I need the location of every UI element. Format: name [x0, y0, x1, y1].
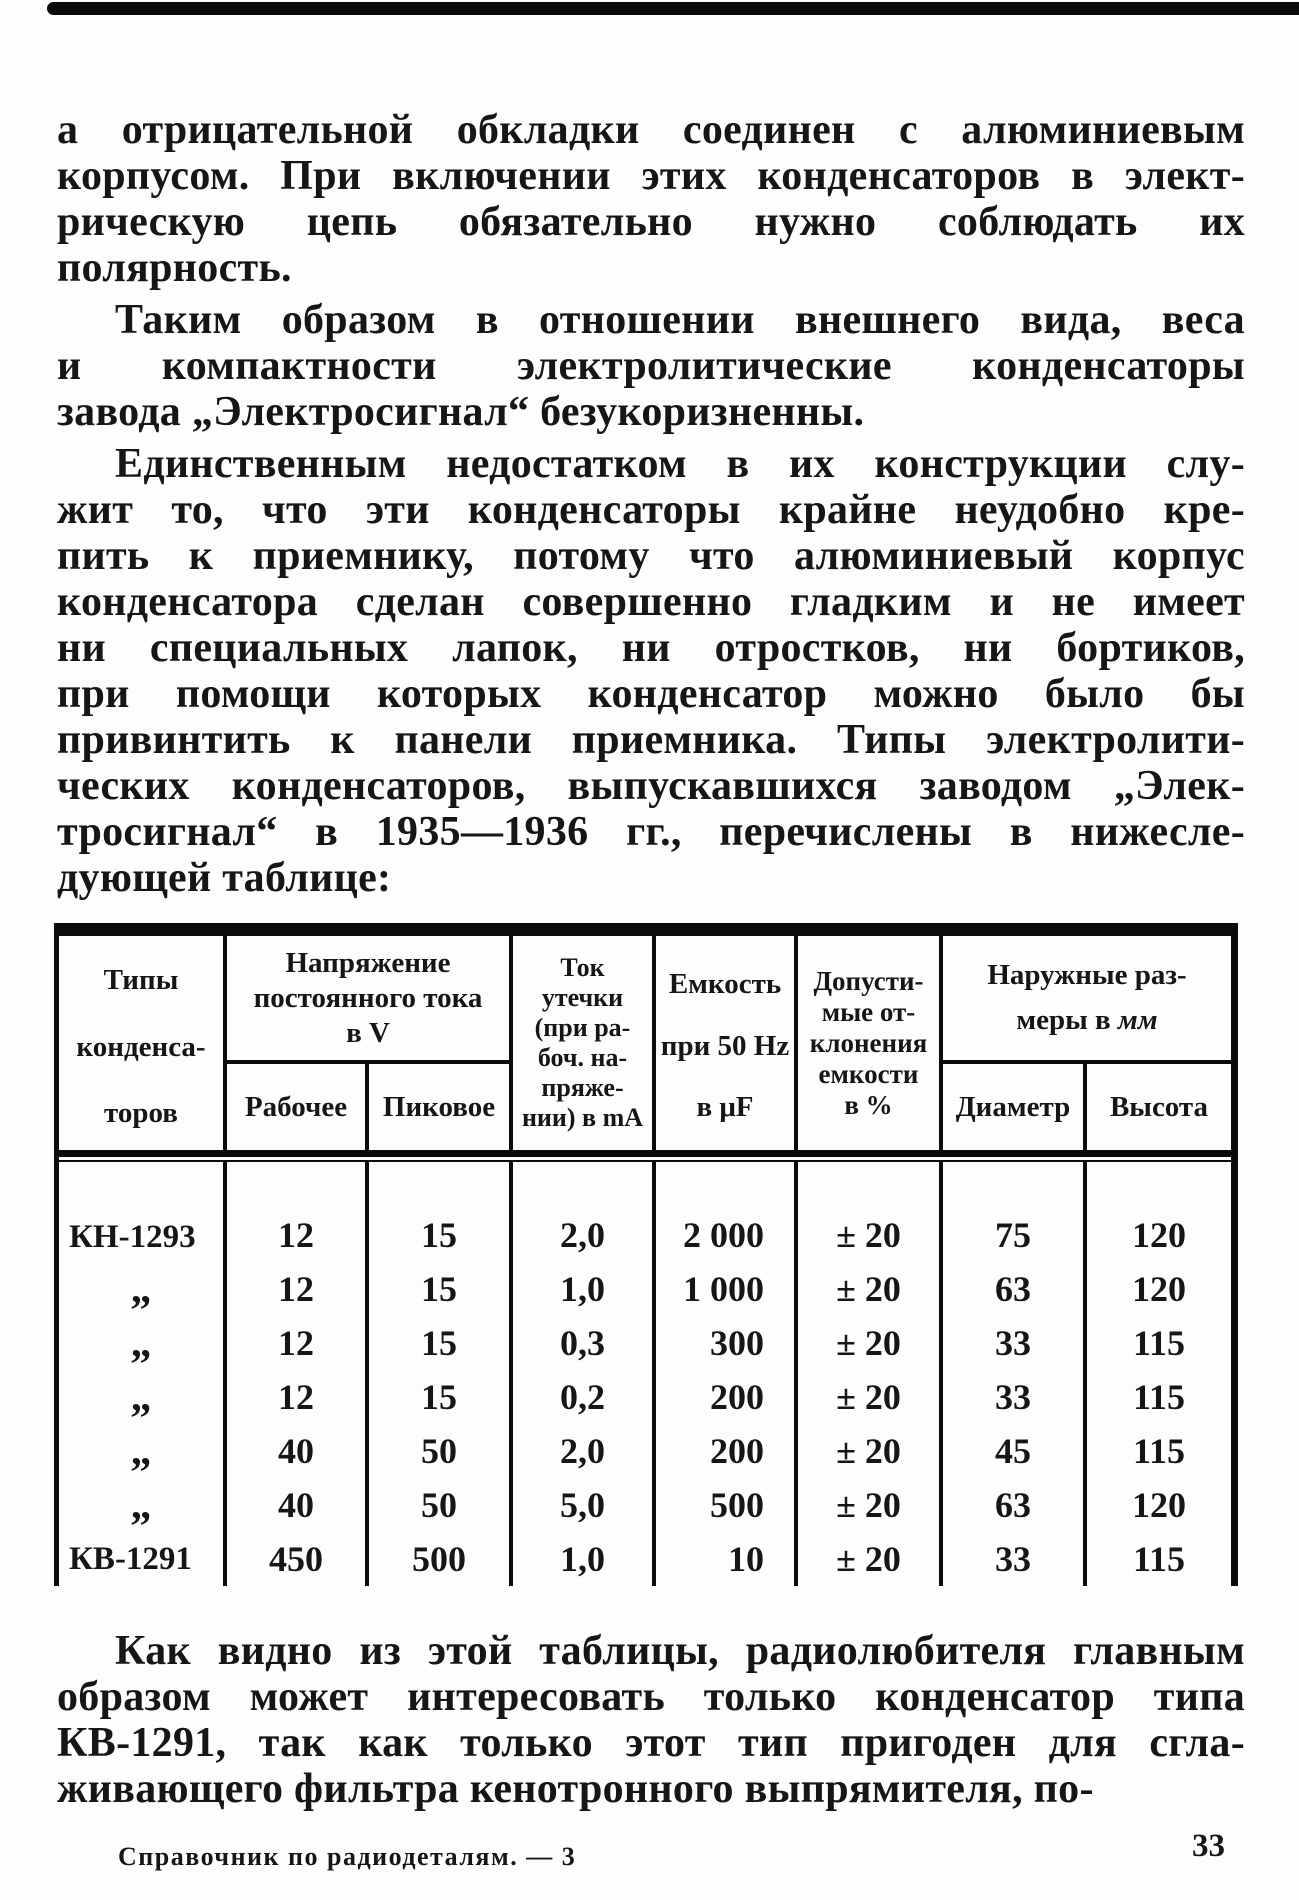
- col-header-text: Ток: [560, 953, 605, 982]
- table-cell: 1,0: [513, 1262, 656, 1316]
- col-header-text: в V: [346, 1016, 390, 1049]
- col-header-text: при 50 Hz: [660, 1029, 790, 1062]
- table-cell: ± 20: [798, 1424, 943, 1478]
- col-header-text: боч. на-: [537, 1043, 628, 1072]
- paragraph: [57, 1628, 1245, 1812]
- table-row: [59, 1316, 1231, 1370]
- paragraph: [57, 297, 1245, 435]
- col-header-text: Пиковое: [382, 1090, 496, 1123]
- table-cell: 1 000: [656, 1262, 798, 1316]
- col-header-text: Напряжение: [285, 946, 451, 979]
- table-cell: 2,0: [513, 1424, 656, 1478]
- table-cell: „: [59, 1478, 227, 1532]
- unit-mm: мм: [1117, 1004, 1158, 1037]
- text-line: а отрицательной обкладки соединен с алюминиевым: [57, 107, 1245, 153]
- text-line: пить к приемнику, потому что алюминиевый корпус: [57, 533, 1245, 579]
- text-line: корпусом. При включении этих конденсаторов в элект-: [57, 153, 1245, 199]
- table-cell: 500: [369, 1532, 513, 1586]
- table-cell: 115: [1132, 1539, 1185, 1579]
- text-line: рическую цепь обязательно нужно соблюдать их: [57, 199, 1245, 245]
- text-line: Таким образом в отношении внешнего вида, веса: [115, 297, 1245, 343]
- col-header-tolerance: [798, 936, 943, 1150]
- footer-signature: Справочник по радиодеталям. — 3: [118, 1842, 577, 1871]
- table-cell: ± 20: [798, 1316, 943, 1370]
- table-cell: 12: [227, 1370, 369, 1424]
- col-header-height: [1087, 1064, 1231, 1150]
- col-header-text: меры в мм: [1016, 1004, 1158, 1037]
- table-cell: „: [59, 1424, 227, 1478]
- table-cell: 120: [1132, 1269, 1186, 1309]
- col-header-peak-voltage: [369, 1064, 513, 1150]
- table-cell: 15: [369, 1262, 513, 1316]
- table-cell: 12: [227, 1162, 369, 1262]
- table-cell: 5,0: [513, 1478, 656, 1532]
- text-line: привинтить к панели приемника. Типы электролити-: [57, 717, 1245, 763]
- table-cell: 2,0: [513, 1162, 656, 1262]
- text-line: живающего фильтра кенотронного выпрямителя, по-: [57, 1766, 1094, 1812]
- col-header-text: торов: [104, 1097, 178, 1129]
- text-line: образом может интересовать только конденсатор типа: [57, 1674, 1245, 1720]
- col-header-diameter: [943, 1064, 1087, 1150]
- table-cell: 115: [1132, 1377, 1185, 1417]
- col-header-text: Наружные раз-: [987, 958, 1187, 991]
- text-line: тросигнал“ в 1935—1936 гг., перечислены в нижесле-: [57, 809, 1245, 855]
- table-cell: 200: [656, 1370, 798, 1424]
- table-cell: ± 20: [798, 1532, 943, 1586]
- col-header-text: Высота: [1109, 1090, 1209, 1123]
- table-cell: „: [59, 1316, 227, 1370]
- table-body: [59, 1160, 1231, 1586]
- text-line: Как видно из этой таблицы, радиолюбителя главным: [115, 1628, 1245, 1674]
- scan-artifact-top-bar: [47, 2, 1299, 15]
- col-header-text: Емкость: [668, 968, 782, 1000]
- table-cell: 200: [656, 1424, 798, 1478]
- text-line: Единственным недостатком в их конструкции слу-: [115, 441, 1245, 487]
- col-header-working-voltage: [227, 1064, 369, 1150]
- table-cell: 63: [943, 1478, 1087, 1532]
- col-header-text: Допусти-: [813, 965, 924, 996]
- text-line: дующей таблице:: [57, 855, 392, 901]
- col-header-types: [59, 936, 227, 1150]
- table-row: [59, 1424, 1231, 1478]
- col-header-text: (при ра-: [534, 1013, 631, 1042]
- table-row: [59, 1532, 1231, 1586]
- table-cell: 2 000: [656, 1162, 798, 1262]
- table-cell: 40: [227, 1424, 369, 1478]
- col-header-text: в %: [844, 1089, 893, 1120]
- col-header-text: пряже-: [541, 1073, 624, 1102]
- text-line: и компактности электролитические конденсаторы: [57, 343, 1245, 389]
- col-header-leakage: [513, 936, 656, 1150]
- table-cell: 75: [943, 1162, 1087, 1262]
- col-header-text: конденса-: [76, 1030, 206, 1063]
- table-cell: 50: [369, 1478, 513, 1532]
- table-cell: ± 20: [798, 1370, 943, 1424]
- col-header-text: клонения: [809, 1027, 928, 1058]
- table-cell: 120: [1132, 1215, 1186, 1255]
- table-cell: 500: [656, 1478, 798, 1532]
- table-cell: 15: [369, 1162, 513, 1262]
- text-line: при помощи которых конденсатор можно было бы: [57, 671, 1245, 717]
- paragraph: [57, 441, 1245, 901]
- table-row: [59, 1162, 1231, 1262]
- table-row: [59, 1478, 1231, 1532]
- col-header-voltage-group: [227, 936, 513, 1064]
- text-line: конденсатора сделан совершенно гладким и не имеет: [57, 579, 1245, 625]
- col-header-text: в μF: [696, 1091, 754, 1123]
- table-cell: 33: [943, 1316, 1087, 1370]
- capacitor-spec-table: [54, 923, 1238, 1586]
- table-cell: КН-1293: [59, 1162, 227, 1262]
- table-cell: 0,3: [513, 1316, 656, 1370]
- col-header-capacity: [656, 936, 798, 1150]
- table-cell: „: [59, 1370, 227, 1424]
- body-text-after-table: [57, 1628, 1245, 1812]
- col-header-text: Рабочее: [244, 1090, 348, 1123]
- text-line: ческих конденсаторов, выпускавшихся заводом „Элек-: [57, 763, 1245, 809]
- table-cell: 50: [369, 1424, 513, 1478]
- col-header-text: утечки: [541, 983, 624, 1012]
- table-cell: 40: [227, 1478, 369, 1532]
- table-cell: 45: [943, 1424, 1087, 1478]
- text-line: КВ-1291, так как только этот тип пригоден для сгла-: [57, 1720, 1245, 1766]
- table-cell: 12: [227, 1262, 369, 1316]
- col-header-text: емкости: [818, 1058, 919, 1089]
- body-text-block: [57, 107, 1245, 901]
- table-cell: „: [59, 1262, 227, 1316]
- paragraph: [57, 107, 1245, 291]
- table-cell: 120: [1132, 1485, 1186, 1525]
- table-cell: 300: [656, 1316, 798, 1370]
- table-row: [59, 1370, 1231, 1424]
- text-line: завода „Электросигнал“ безукоризненны.: [57, 389, 865, 435]
- page-number: 33: [1192, 1828, 1225, 1864]
- table-cell: 12: [227, 1316, 369, 1370]
- table-cell: 10: [656, 1532, 798, 1586]
- table-cell: 1,0: [513, 1532, 656, 1586]
- table-row: [59, 1262, 1231, 1316]
- text-line: ни специальных лапок, ни отростков, ни бортиков,: [57, 625, 1245, 671]
- col-header-dimensions-group: [943, 936, 1231, 1064]
- table-cell: 450: [227, 1532, 369, 1586]
- col-header-text: постоянного тока: [253, 981, 483, 1014]
- text-line: жит то, что эти конденсаторы крайне неудобно кре-: [57, 487, 1245, 533]
- table-cell: 63: [943, 1262, 1087, 1316]
- table-cell: 15: [369, 1370, 513, 1424]
- table-cell: 0,2: [513, 1370, 656, 1424]
- text-line: полярность.: [57, 245, 292, 291]
- table-cell: 115: [1132, 1431, 1185, 1471]
- table-cell: 115: [1132, 1323, 1185, 1363]
- table-cell: ± 20: [798, 1262, 943, 1316]
- col-header-text: мые от-: [821, 996, 916, 1027]
- table-header: [59, 936, 1231, 1157]
- table-cell: КВ-1291: [59, 1532, 227, 1586]
- table-cell: 15: [369, 1316, 513, 1370]
- col-header-text: Диаметр: [955, 1090, 1071, 1123]
- table-cell: 33: [943, 1370, 1087, 1424]
- table-cell: ± 20: [798, 1478, 943, 1532]
- table-cell: 33: [943, 1532, 1087, 1586]
- col-header-text: нии) в mA: [521, 1103, 644, 1132]
- col-header-text: Типы: [103, 964, 179, 996]
- table-cell: ± 20: [798, 1162, 943, 1262]
